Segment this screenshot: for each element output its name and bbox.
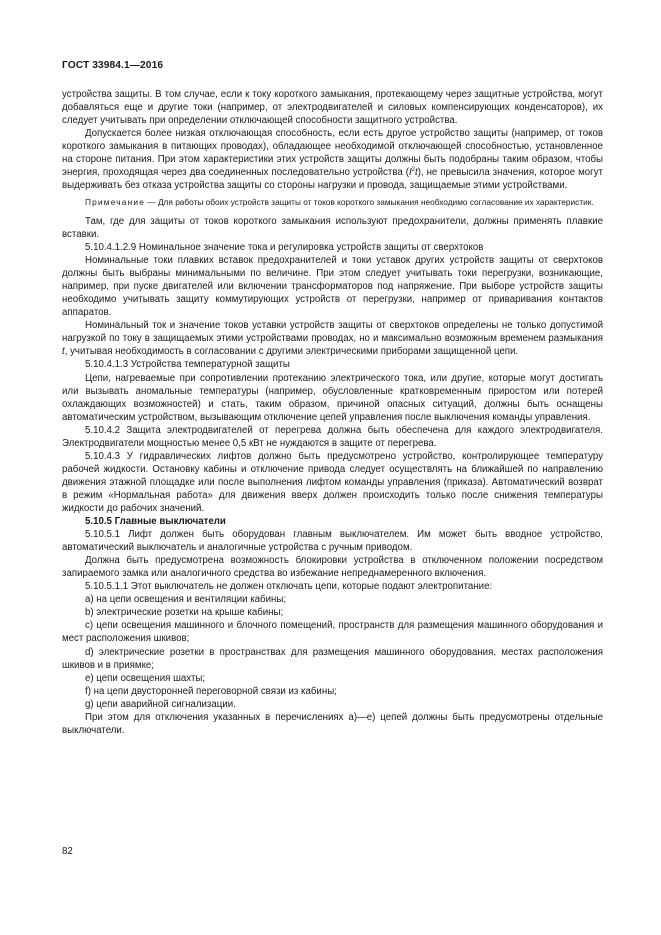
paragraph-text: Номинальный ток и значение токов уставки устройств защиты от сверхтоков определены не только допустимой нагрузкой по току в защищаемых этими устройствами проводах, но и максимально возможным временем размыкания [62, 320, 603, 345]
section-heading: 5.10.4.1.2.9 Номинальное значение тока и регулировка устройств защиты от сверхтоков [85, 242, 484, 254]
note-text: — Для работы обоих устройств защиты от токов короткого замыкания необходимо согласование их характеристик. [145, 197, 594, 208]
paragraph: 5.10.5.1.1 Этот выключатель не должен отключать цепи, которые подают электропитание: [85, 581, 493, 593]
paragraph: При этом для отключения указанных в перечислениях а)—е) цепей должны быть предусмотрены отдельные выключатели. [62, 711, 603, 736]
list-item: d) электрические розетки в пространствах для размещения машинного оборудования, местах расположения шкивов и в приямке; [62, 646, 603, 671]
list-item: g) цепи аварийной сигнализации. [85, 698, 236, 710]
formula-symbol: I [408, 167, 412, 179]
formula-variable: t [414, 167, 418, 179]
paragraph-text: ), не превысила значения, которое могут выдерживать без отказа устройства защиты со стороны нагрузки и провода, защищаемые этими устройствами. [62, 167, 603, 192]
list-item: a) на цепи освещения и вентиляции кабины; [85, 594, 287, 606]
paragraph: Должна быть предусмотрена возможность блокировки устройства в отключенном положении посредством запираемого замка или аналогичного средства во избежание непреднамеренного включения. [62, 555, 603, 580]
paragraph [62, 127, 603, 192]
paragraph-text: Допускается более низкая отключающая способность, если есть другое устройство защиты (например, от токов короткого замыкания в питающих проводах), обладающее необходимой отключающей способностью, установленное на стороне питания. При этом характеристики этих устройств защиты должны быть подобраны таким образом, чтобы энергия, проходящая через два соединенных последовательно устройства ( [62, 128, 603, 179]
paragraph: 5.10.4.3 У гидравлических лифтов должно быть предусмотрено устройство, контролирующее температуру рабочей жидкости. Остановку кабины и отключение привода следует осуществлять на ближайшей по направлению движения этажной площадке или после выполнения лифтом команды управления (приказа). Автоматический возврат в режим «Нормальная работа» для движения вверх должен происходить только после снижения температуры жидкости до рабочих значений. [62, 450, 603, 514]
paragraph: 5.10.5.1 Лифт должен быть оборудован главным выключателем. Им может быть вводное устройство, автоматический выключатель и аналогичные устройства с ручным приводом. [62, 529, 603, 554]
section-title: 5.10.5 Главные выключатели [85, 516, 226, 528]
list-item: b) электрические розетки на крыше кабины; [85, 607, 284, 619]
paragraph [62, 319, 603, 358]
paragraph-text: , учитывая необходимость в согласовании с другими электрическими приборами защищенной цепи. [64, 346, 519, 358]
document-header: ГОСТ 33984.1—2016 [62, 60, 164, 71]
paragraph: устройства защиты. В том случае, если к току короткого замыкания, протекающему через защитные устройства, могут добавляться еще и другие токи (например, от электродвигателей и силовых компенсирующих конденсаторов), их следует учитывать при определении отключающей способности защитного устройства. [62, 89, 603, 127]
page-body [62, 88, 603, 737]
list-item: f) на цепи двусторонней переговорной связи из кабины; [85, 685, 337, 697]
paragraph: Цепи, нагреваемые при сопротивлении протеканию электрического тока, или другие, которые могут достигать или вызывать аномальные температуры (например, обусловленные кратковременным приростом или потерей охлаждающих возможностей) и стать, таким образом, причиной опасных ситуаций, должны быть оснащены автоматическим устройством, вызывающим отключение цепей управления после выключения команды управления. [62, 372, 603, 423]
paragraph: Там, где для защиты от токов короткого замыкания используют предохранители, должны применять плавкие вставки. [62, 215, 603, 241]
note-label: Примечание [85, 197, 146, 208]
page-number: 82 [62, 846, 73, 857]
paragraph: 5.10.4.2 Защита электродвигателей от перегрева должна быть обеспечена для каждого электродвигателя. Электродвигатели мощностью менее 0,5 кВт не нуждаются в защите от перегрева. [62, 424, 603, 449]
paragraph: Номинальные токи плавких вставок предохранителей и токи уставок других устройств защиты от сверхтоков должны быть выбраны минимальными по величине. При этом следует учитывать токи перегрузки, возникающие, например, при пуске двигателей или включении трансформаторов под напряжение. При выборе устройств защиты необходимо учитывать защиту коммутирующих устройств от перегрузки, например от приваривания контактов аппаратов. [62, 255, 603, 319]
formula-variable: t [62, 346, 65, 358]
list-item: c) цепи освещения машинного и блочного помещений, пространств для размещения машинного оборудования и мест расположения шкивов; [62, 620, 603, 645]
formula-exponent: 2 [411, 167, 415, 174]
list-item: e) цепи освещения шахты; [85, 672, 206, 684]
section-heading: 5.10.4.1.3 Устройства температурной защиты [85, 359, 290, 371]
note [62, 197, 603, 209]
